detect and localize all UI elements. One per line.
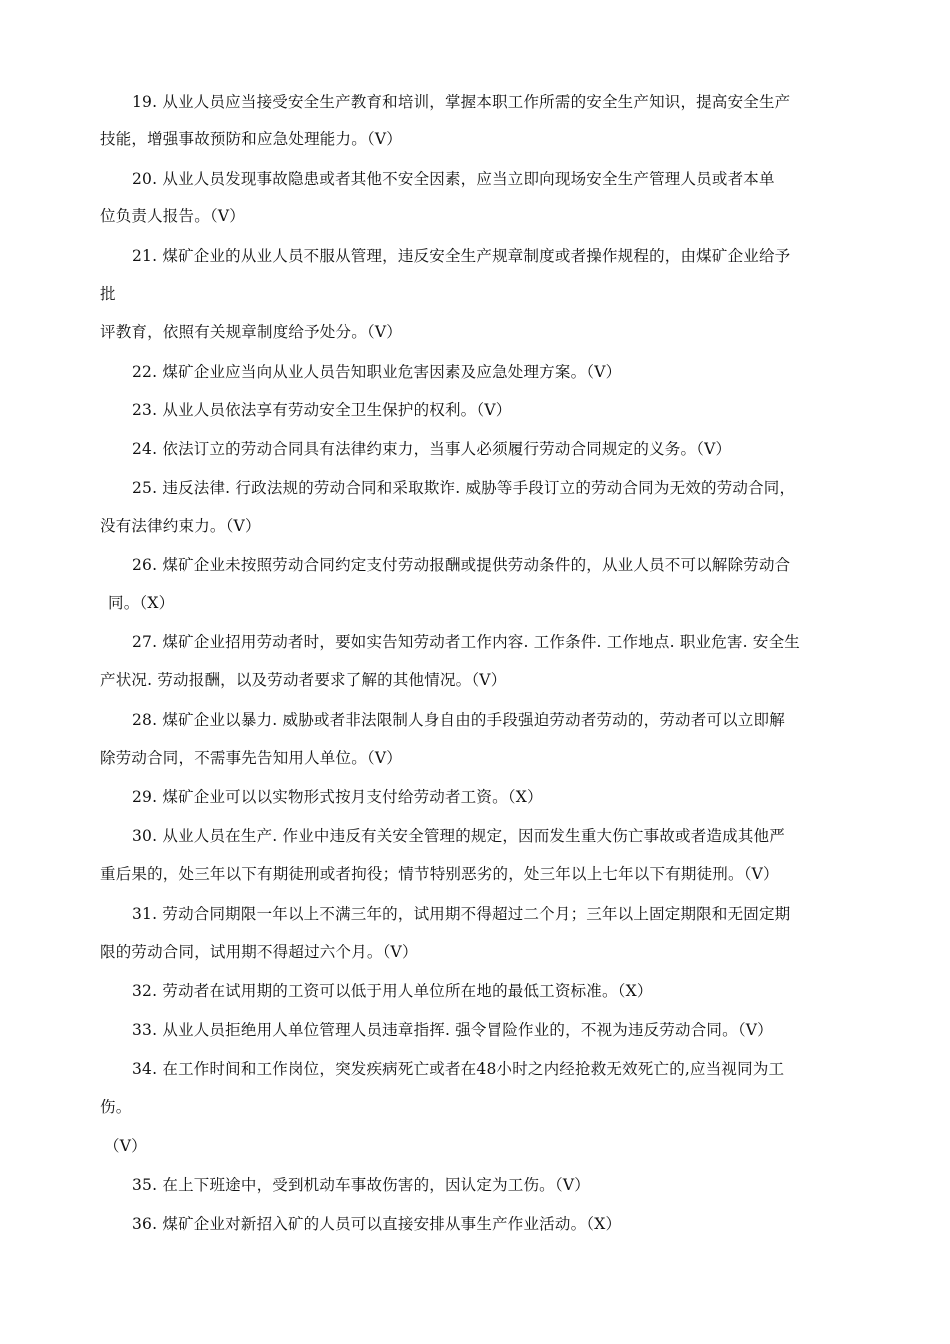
item-29: 29. 煤矿企业可以以实物形式按月支付给劳动者工资。（X） [132, 788, 543, 806]
item-31-line-1: 31. 劳动合同期限一年以上不满三年的，试用期不得超过二个月；三年以上固定期限和无固定期 [132, 905, 791, 923]
item-21-line-1: 21. 煤矿企业的从业人员不服从管理，违反安全生产规章制度或者操作规程的，由煤矿企业给予 [132, 247, 791, 265]
item-25-line-2: 没有法律约束力。（V） [100, 517, 261, 535]
item-22: 22. 煤矿企业应当向从业人员告知职业危害因素及应急处理方案。（V） [132, 363, 622, 381]
item-31-line-2: 限的劳动合同，试用期不得超过六个月。（V） [100, 943, 418, 961]
item-20-line-2: 位负责人报告。（V） [100, 207, 245, 225]
item-24: 24. 依法订立的劳动合同具有法律约束力，当事人必须履行劳动合同规定的义务。（V） [132, 440, 732, 458]
item-26-line-2: 同。（X） [108, 594, 175, 612]
item-21-line-3: 评教育，依照有关规章制度给予处分。（V） [100, 323, 402, 341]
item-34-line-1: 34. 在工作时间和工作岗位，突发疾病死亡或者在48小时之内经抢救无效死亡的,应当视同为工 [132, 1060, 785, 1078]
item-26-line-1: 26. 煤矿企业未按照劳动合同约定支付劳动报酬或提供劳动条件的，从业人员不可以解除劳动合 [132, 556, 791, 574]
item-23: 23. 从业人员依法享有劳动安全卫生保护的权利。（V） [132, 401, 512, 419]
item-35: 35. 在上下班途中，受到机动车事故伤害的，因认定为工伤。（V） [132, 1176, 590, 1194]
item-30-line-2: 重后果的，处三年以下有期徒刑或者拘役；情节特别恶劣的，处三年以上七年以下有期徒刑。（V） [100, 865, 779, 883]
item-20-line-1: 20. 从业人员发现事故隐患或者其他不安全因素，应当立即向现场安全生产管理人员或者本单 [132, 170, 775, 188]
item-32: 32. 劳动者在试用期的工资可以低于用人单位所在地的最低工资标准。（X） [132, 982, 653, 1000]
item-34-line-3: （V） [104, 1137, 147, 1155]
item-21-line-2: 批 [100, 285, 116, 303]
item-27-line-2: 产状况. 劳动报酬，以及劳动者要求了解的其他情况。（V） [100, 671, 507, 689]
item-34-line-2: 伤。 [100, 1098, 132, 1116]
item-30-line-1: 30. 从业人员在生产. 作业中违反有关安全管理的规定，因而发生重大伤亡事故或者造成其他严 [132, 827, 785, 845]
item-27-line-1: 27. 煤矿企业招用劳动者时，要如实告知劳动者工作内容. 工作条件. 工作地点. 职业危害. 安全生 [132, 633, 800, 651]
item-25-line-1: 25. 违反法律. 行政法规的劳动合同和采取欺诈. 威胁等手段订立的劳动合同为无效的劳动合同， [132, 479, 796, 497]
item-19-line-1: 19. 从业人员应当接受安全生产教育和培训，掌握本职工作所需的安全生产知识，提高安全生产 [132, 93, 791, 111]
item-33: 33. 从业人员拒绝用人单位管理人员违章指挥. 强令冒险作业的，不视为违反劳动合同。（V） [132, 1021, 773, 1039]
item-28-line-1: 28. 煤矿企业以暴力. 威胁或者非法限制人身自由的手段强迫劳动者劳动的，劳动者可以立即解 [132, 711, 785, 729]
item-19-line-2: 技能，增强事故预防和应急处理能力。（V） [100, 130, 402, 148]
item-28-line-2: 除劳动合同，不需事先告知用人单位。（V） [100, 749, 402, 767]
item-36: 36. 煤矿企业对新招入矿的人员可以直接安排从事生产作业活动。（X） [132, 1215, 622, 1233]
